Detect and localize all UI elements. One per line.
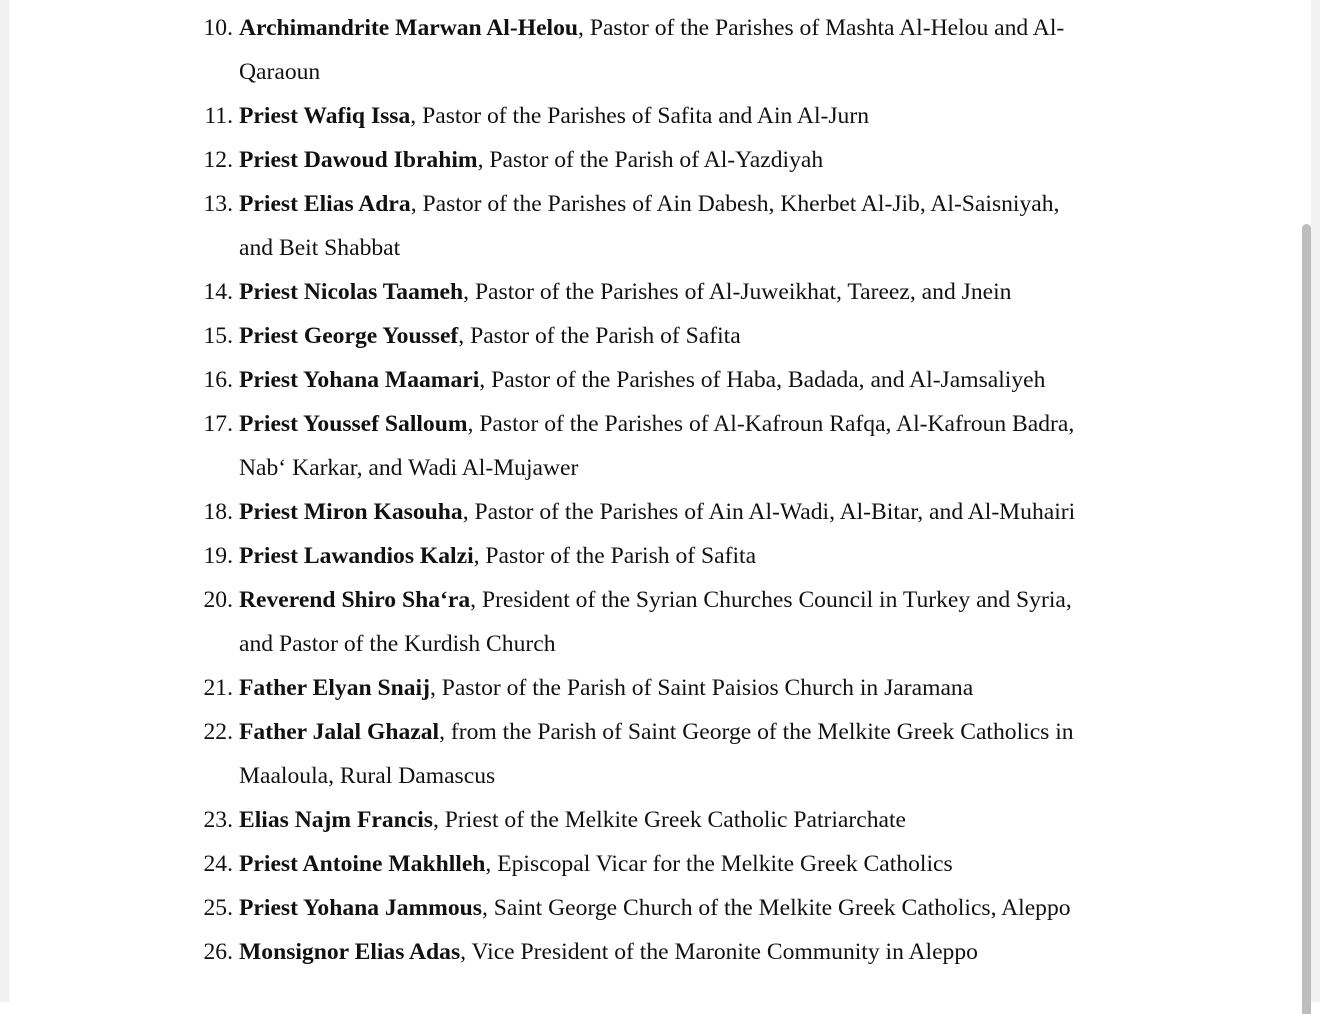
list-item — [0, 930, 1300, 974]
item-number: 13. — [203, 191, 233, 217]
list-item — [0, 358, 1300, 402]
list-item — [0, 270, 1300, 314]
person-role: , from the Parish of Saint George of the Melkite Greek Catholics in — [439, 719, 1074, 745]
person-name: Monsignor Elias Adas — [239, 939, 461, 965]
person-role: , Priest of the Melkite Greek Catholic Patriarchate — [432, 807, 907, 833]
person-name: Father Elyan Snaij — [239, 675, 430, 701]
person-role: , Pastor of the Parishes of Safita and Ain Al-Jurn — [410, 103, 870, 129]
document-list — [0, 6, 1300, 974]
list-item — [0, 138, 1300, 182]
person-name: Priest George Youssef — [239, 323, 459, 349]
item-number: 15. — [203, 323, 233, 349]
person-name: Reverend Shiro Sha‘ra — [239, 587, 471, 613]
list-item — [0, 578, 1300, 666]
list-item — [0, 798, 1300, 842]
person-role-continued: and Beit Shabbat — [239, 235, 401, 261]
person-role: , Pastor of the Parishes of Ain Dabesh, Kherbet Al-Jib, Al-Saisniyah, — [410, 191, 1060, 217]
list-item — [0, 534, 1300, 578]
person-name: Priest Yohana Maamari — [239, 367, 480, 393]
list-item — [0, 886, 1300, 930]
person-role-continued: Maaloula, Rural Damascus — [239, 763, 496, 789]
item-number: 11. — [204, 103, 233, 129]
scrollbar-track[interactable] — [1311, 0, 1320, 1002]
list-item — [0, 6, 1300, 94]
person-name: Priest Dawoud Ibrahim — [239, 147, 478, 173]
person-name: Priest Nicolas Taameh — [239, 279, 464, 305]
list-item — [0, 490, 1300, 534]
person-role: , Pastor of the Parish of Safita — [458, 323, 741, 349]
item-number: 12. — [203, 147, 233, 173]
item-number: 23. — [203, 807, 233, 833]
item-number: 17. — [203, 411, 233, 437]
list-item — [0, 182, 1300, 270]
person-name: Elias Najm Francis — [239, 807, 433, 833]
list-item — [0, 402, 1300, 490]
scrollbar-thumb[interactable] — [1302, 224, 1311, 1014]
item-number: 10. — [203, 15, 233, 41]
person-role: , Pastor of the Parishes of Mashta Al-Helou and Al- — [578, 15, 1065, 41]
list-item — [0, 314, 1300, 358]
person-name: Priest Miron Kasouha — [239, 499, 463, 525]
item-number: 14. — [203, 279, 233, 305]
list-item — [0, 94, 1300, 138]
person-name: Priest Lawandios Kalzi — [239, 543, 474, 569]
person-name: Priest Antoine Makhlleh — [239, 851, 486, 877]
person-role-continued: and Pastor of the Kurdish Church — [239, 631, 556, 657]
item-number: 25. — [203, 895, 233, 921]
person-role: , Pastor of the Parishes of Ain Al-Wadi, Al-Bitar, and Al-Muhairi — [462, 499, 1076, 525]
person-role: , Vice President of the Maronite Community in Aleppo — [460, 939, 978, 965]
item-number: 19. — [203, 543, 233, 569]
person-role: , Pastor of the Parishes of Al-Kafroun Rafqa, Al-Kafroun Badra, — [467, 411, 1075, 437]
person-role: , Pastor of the Parishes of Haba, Badada, and Al-Jamsaliyeh — [479, 367, 1046, 393]
item-number: 22. — [203, 719, 233, 745]
list-item — [0, 842, 1300, 886]
person-name: Priest Wafiq Issa — [239, 103, 411, 129]
person-role: , Pastor of the Parish of Safita — [473, 543, 757, 569]
person-name: Father Jalal Ghazal — [239, 719, 440, 745]
person-role: , Pastor of the Parish of Al-Yazdiyah — [477, 147, 824, 173]
item-number: 20. — [203, 587, 233, 613]
item-number: 21. — [203, 675, 233, 701]
person-role-continued: Qaraoun — [239, 59, 321, 85]
person-role: , President of the Syrian Churches Council in Turkey and Syria, — [470, 587, 1072, 613]
person-role: , Pastor of the Parishes of Al-Juweikhat, Tareez, and Jnein — [463, 279, 1012, 305]
item-number: 18. — [203, 499, 233, 525]
list-item — [0, 666, 1300, 710]
item-number: 24. — [203, 851, 233, 877]
person-role-continued: Nab‘ Karkar, and Wadi Al-Mujawer — [239, 455, 579, 481]
item-number: 26. — [203, 939, 233, 965]
person-name: Priest Elias Adra — [239, 191, 411, 217]
person-name: Priest Yohana Jammous — [239, 895, 482, 921]
person-name: Archimandrite Marwan Al-Helou — [239, 15, 579, 41]
person-role: , Pastor of the Parish of Saint Paisios Church in Jaramana — [429, 675, 974, 701]
person-role: , Saint George Church of the Melkite Greek Catholics, Aleppo — [481, 895, 1071, 921]
item-number: 16. — [203, 367, 233, 393]
list-item — [0, 710, 1300, 798]
person-name: Priest Youssef Salloum — [239, 411, 468, 437]
person-role: , Episcopal Vicar for the Melkite Greek Catholics — [485, 851, 953, 877]
